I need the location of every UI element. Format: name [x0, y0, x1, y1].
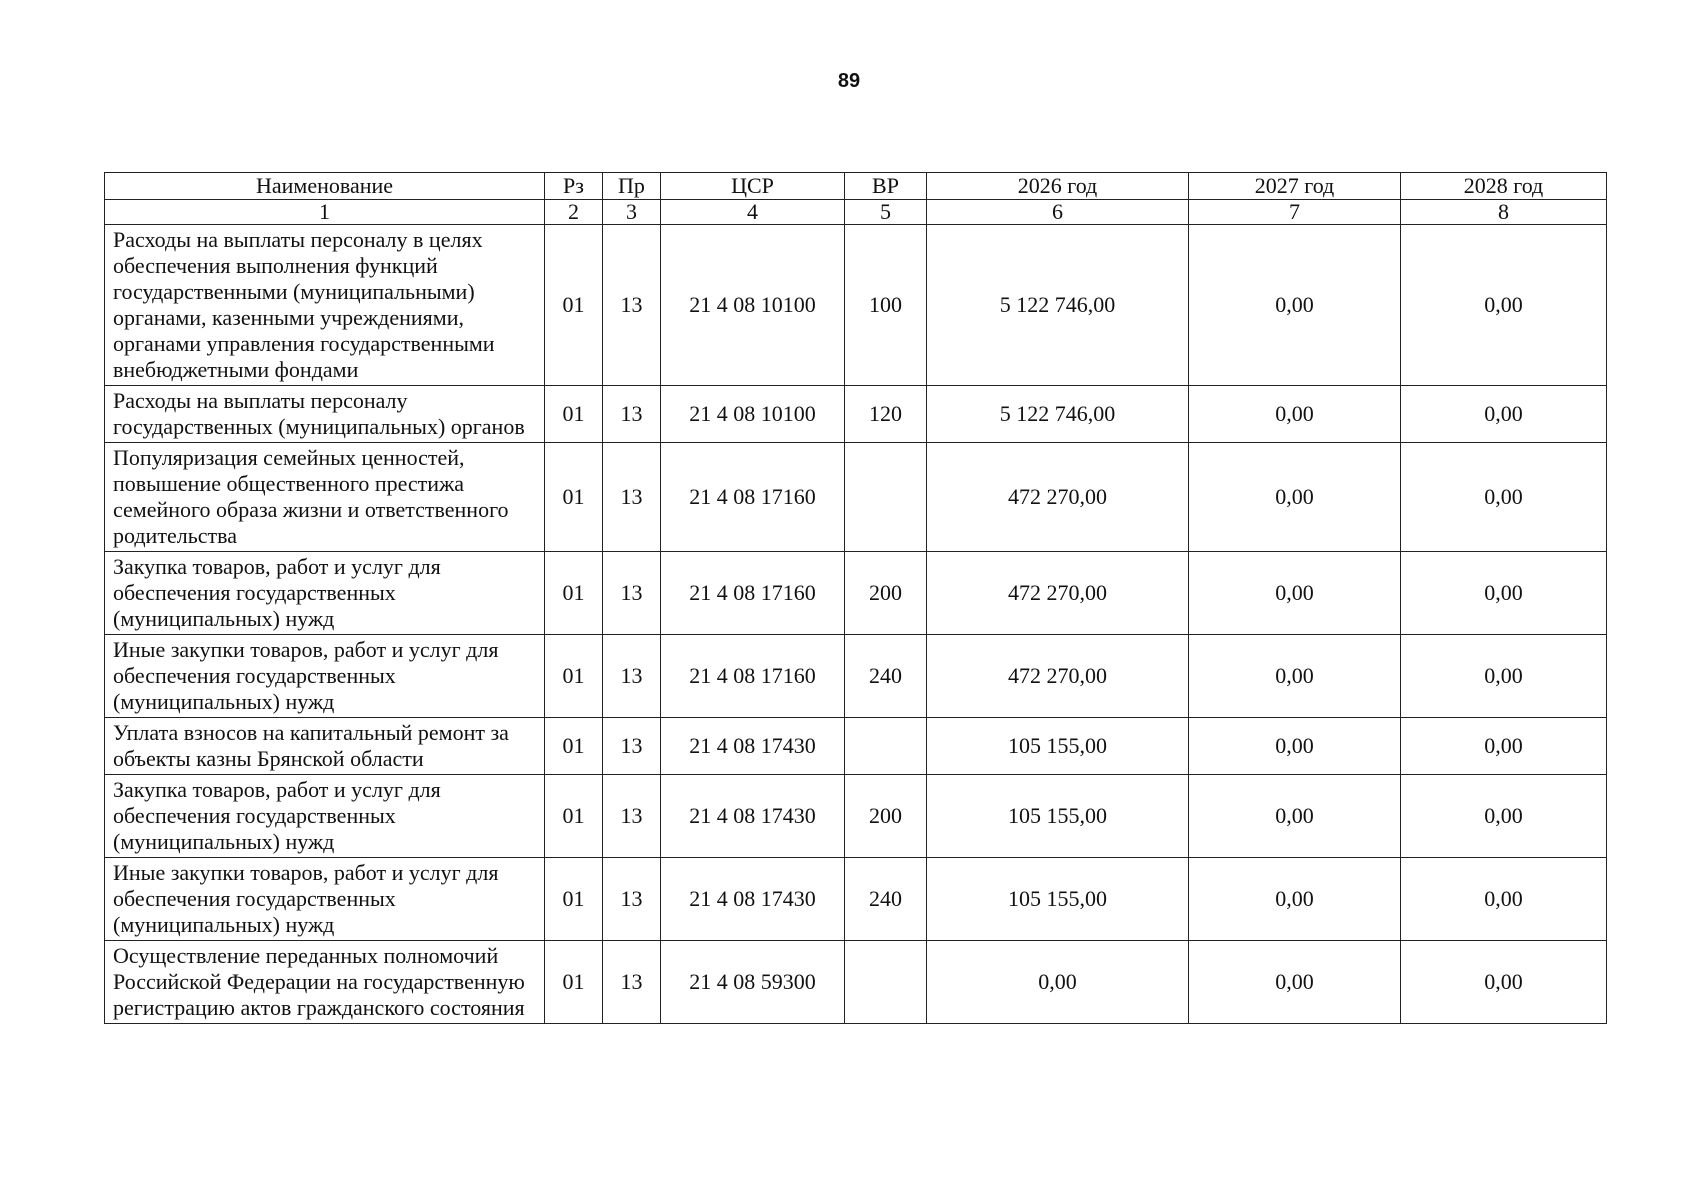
- column-number-cell: 3: [603, 200, 661, 225]
- rz-cell: 01: [545, 225, 603, 386]
- table-row: [105, 225, 1607, 386]
- amount-2026-cell: 5 122 746,00: [927, 386, 1189, 443]
- header-cell: Рз: [545, 173, 603, 200]
- amount-2026-cell: 5 122 746,00: [927, 225, 1189, 386]
- item-name-cell: Расходы на выплаты персоналу в целях обеспечения выполнения функций государственными (муниципальными) органами, казенными учреждениями, органами управления государственными внебюджетными фондами: [105, 225, 545, 386]
- amount-2026-cell: 472 270,00: [927, 552, 1189, 635]
- pr-cell: 13: [603, 386, 661, 443]
- header-cell: Пр: [603, 173, 661, 200]
- column-number-row: [105, 200, 1607, 225]
- table-row: [105, 552, 1607, 635]
- item-name-cell: Уплата взносов на капитальный ремонт за объекты казны Брянской области: [105, 718, 545, 775]
- amount-2028-cell: 0,00: [1401, 941, 1607, 1024]
- pr-cell: 13: [603, 941, 661, 1024]
- header-row: [105, 173, 1607, 200]
- csr-cell: 21 4 08 17160: [661, 552, 845, 635]
- amount-2026-cell: 105 155,00: [927, 858, 1189, 941]
- vr-cell: 200: [845, 775, 927, 858]
- amount-2027-cell: 0,00: [1189, 386, 1401, 443]
- amount-2027-cell: 0,00: [1189, 775, 1401, 858]
- amount-2026-cell: 472 270,00: [927, 635, 1189, 718]
- rz-cell: 01: [545, 443, 603, 552]
- page-number: 89: [837, 70, 861, 92]
- amount-2027-cell: 0,00: [1189, 443, 1401, 552]
- amount-2026-cell: 105 155,00: [927, 718, 1189, 775]
- vr-cell: 200: [845, 552, 927, 635]
- amount-2028-cell: 0,00: [1401, 858, 1607, 941]
- table-row: [105, 858, 1607, 941]
- rz-cell: 01: [545, 386, 603, 443]
- table-row: [105, 775, 1607, 858]
- amount-2028-cell: 0,00: [1401, 775, 1607, 858]
- pr-cell: 13: [603, 858, 661, 941]
- item-name-cell: Закупка товаров, работ и услуг для обеспечения государственных (муниципальных) нужд: [105, 775, 545, 858]
- amount-2028-cell: 0,00: [1401, 552, 1607, 635]
- pr-cell: 13: [603, 718, 661, 775]
- vr-cell: [845, 941, 927, 1024]
- csr-cell: 21 4 08 10100: [661, 225, 845, 386]
- rz-cell: 01: [545, 635, 603, 718]
- vr-cell: 120: [845, 386, 927, 443]
- csr-cell: 21 4 08 17160: [661, 635, 845, 718]
- pr-cell: 13: [603, 443, 661, 552]
- rz-cell: 01: [545, 858, 603, 941]
- table-row: [105, 718, 1607, 775]
- amount-2026-cell: 472 270,00: [927, 443, 1189, 552]
- item-name-cell: Расходы на выплаты персоналу государственных (муниципальных) органов: [105, 386, 545, 443]
- item-name-cell: Иные закупки товаров, работ и услуг для обеспечения государственных (муниципальных) нужд: [105, 635, 545, 718]
- header-cell: 2028 год: [1401, 173, 1607, 200]
- item-name-cell: Иные закупки товаров, работ и услуг для обеспечения государственных (муниципальных) нужд: [105, 858, 545, 941]
- pr-cell: 13: [603, 635, 661, 718]
- csr-cell: 21 4 08 17430: [661, 858, 845, 941]
- amount-2028-cell: 0,00: [1401, 635, 1607, 718]
- header-cell: ЦСР: [661, 173, 845, 200]
- table-row: [105, 635, 1607, 718]
- csr-cell: 21 4 08 17430: [661, 775, 845, 858]
- amount-2027-cell: 0,00: [1189, 718, 1401, 775]
- csr-cell: 21 4 08 17430: [661, 718, 845, 775]
- pr-cell: 13: [603, 225, 661, 386]
- budget-table: [104, 172, 1607, 1024]
- vr-cell: [845, 718, 927, 775]
- table-row: [105, 443, 1607, 552]
- column-number-cell: 6: [927, 200, 1189, 225]
- amount-2027-cell: 0,00: [1189, 941, 1401, 1024]
- vr-cell: 240: [845, 635, 927, 718]
- pr-cell: 13: [603, 775, 661, 858]
- amount-2027-cell: 0,00: [1189, 225, 1401, 386]
- rz-cell: 01: [545, 718, 603, 775]
- column-number-cell: 1: [105, 200, 545, 225]
- csr-cell: 21 4 08 17160: [661, 443, 845, 552]
- csr-cell: 21 4 08 59300: [661, 941, 845, 1024]
- column-number-cell: 7: [1189, 200, 1401, 225]
- header-cell: ВР: [845, 173, 927, 200]
- table-row: [105, 386, 1607, 443]
- rz-cell: 01: [545, 552, 603, 635]
- column-number-cell: 8: [1401, 200, 1607, 225]
- amount-2028-cell: 0,00: [1401, 225, 1607, 386]
- column-number-cell: 5: [845, 200, 927, 225]
- amount-2026-cell: 105 155,00: [927, 775, 1189, 858]
- item-name-cell: Популяризация семейных ценностей, повышение общественного престижа семейного образа жизни и ответственного родительства: [105, 443, 545, 552]
- item-name-cell: Осуществление переданных полномочий Российской Федерации на государственную регистрацию актов гражданского состояния: [105, 941, 545, 1024]
- item-name-cell: Закупка товаров, работ и услуг для обеспечения государственных (муниципальных) нужд: [105, 552, 545, 635]
- csr-cell: 21 4 08 10100: [661, 386, 845, 443]
- amount-2026-cell: 0,00: [927, 941, 1189, 1024]
- column-number-cell: 4: [661, 200, 845, 225]
- rz-cell: 01: [545, 775, 603, 858]
- amount-2028-cell: 0,00: [1401, 386, 1607, 443]
- amount-2027-cell: 0,00: [1189, 552, 1401, 635]
- vr-cell: 240: [845, 858, 927, 941]
- pr-cell: 13: [603, 552, 661, 635]
- amount-2028-cell: 0,00: [1401, 718, 1607, 775]
- table-row: [105, 941, 1607, 1024]
- amount-2027-cell: 0,00: [1189, 635, 1401, 718]
- vr-cell: 100: [845, 225, 927, 386]
- header-cell: Наименование: [105, 173, 545, 200]
- amount-2028-cell: 0,00: [1401, 443, 1607, 552]
- header-cell: 2026 год: [927, 173, 1189, 200]
- rz-cell: 01: [545, 941, 603, 1024]
- header-cell: 2027 год: [1189, 173, 1401, 200]
- amount-2027-cell: 0,00: [1189, 858, 1401, 941]
- vr-cell: [845, 443, 927, 552]
- column-number-cell: 2: [545, 200, 603, 225]
